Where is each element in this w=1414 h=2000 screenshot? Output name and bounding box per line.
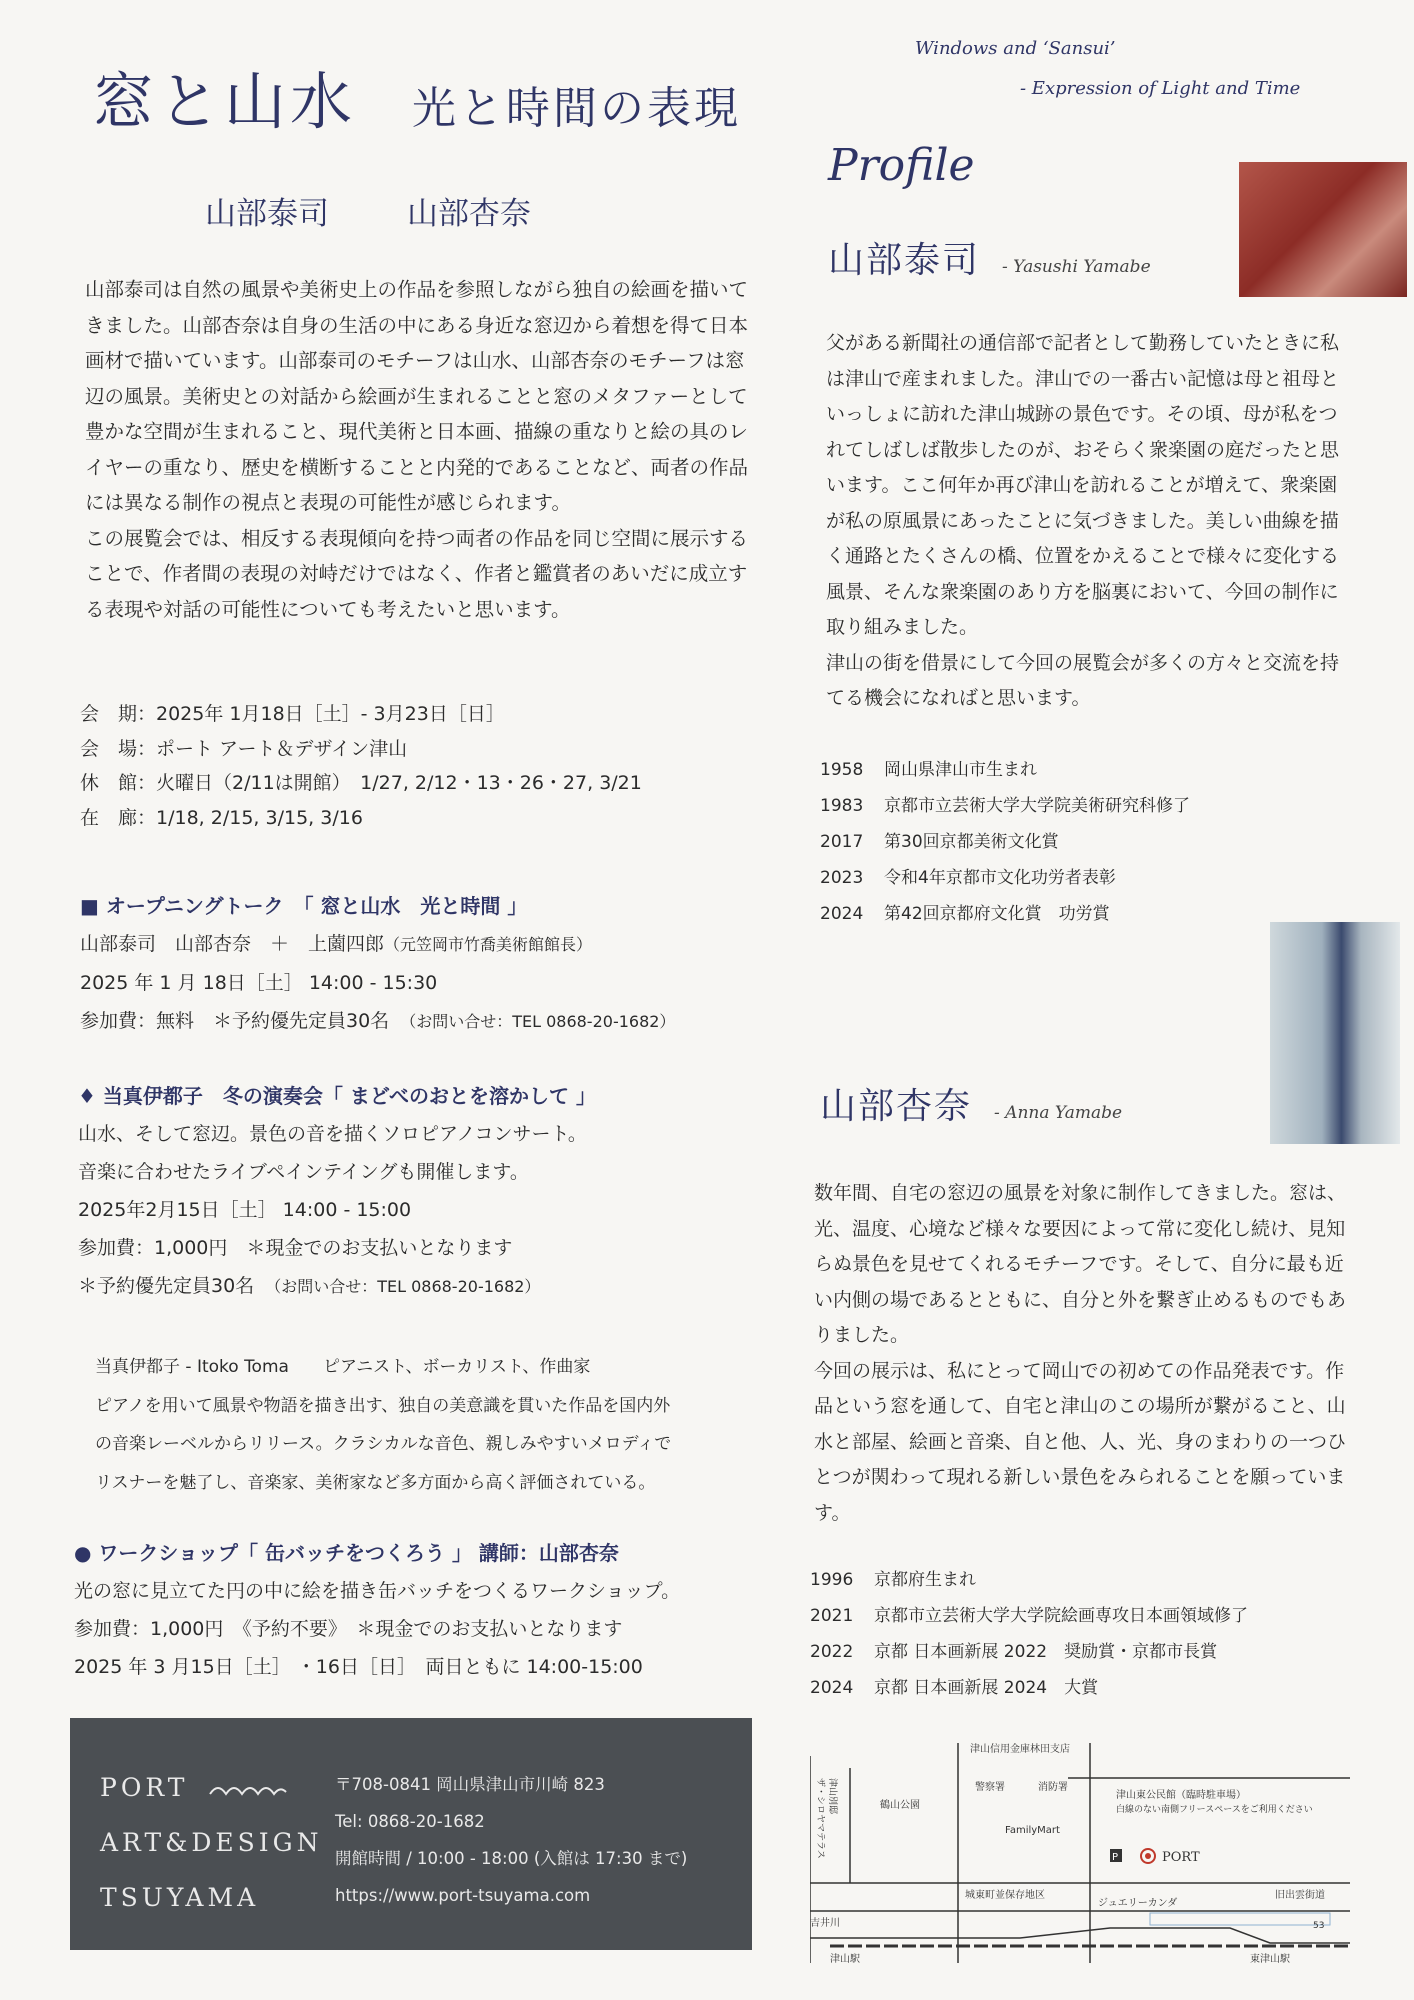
talk-fee-text: 参加費：無料 ＊予約優先定員30名 [80,1010,390,1032]
talk-speaker-note: （元笠岡市竹喬美術館館長） [384,935,593,954]
venue-logo [100,1760,323,1925]
history-text: 第42回京都府文化賞 功労賞 [884,904,1110,924]
exhibition-info [80,697,642,835]
talk-fee [80,1002,675,1041]
map-bank: 津山信用金庫林田支店 [970,1744,1070,1755]
history-text: 京都 日本画新展 2022 奨励賞・京都市長賞 [874,1642,1218,1662]
concert-capacity [78,1267,596,1306]
yasushi-statement-p1: 父がある新聞社の通信部で記者として勤務していたときに私は津山で産まれました。津山での一番古い記憶は母と祖母といっしょに訪れた津山城跡の景色です。その頃、母が私をつれてしばしば散歩したのが、おそらく衆楽園の庭だったと思います。ここ何年か再び津山を訪れることが増えて、衆楽園が私の原風景にあったことに気づきました。美しい曲線を描く通路とたくさんの橋、位置をかえることで様々に変化する風景、そんな衆楽園のあり方を脳裏において、今回の制作に取り組みました。 [826,332,1340,638]
logo-art-design: ART&DESIGN [100,1828,323,1857]
intro-paragraph-1: 山部泰司は自然の風景や美術史上の作品を参照しながら独自の絵画を描いてきました。山部杏奈は自身の生活の中にある身近な窓辺から着想を得て日本画材で描いています。山部泰司のモチーフは山水、山部杏奈のモチーフは窓辺の風景。美術史との対話から絵画が生まれることと窓のメタファーとして豊かな空間が生まれること、現代美術と日本画、描線の重なりと絵の具のレイヤーの重なり、歴史を横断することと内発的であることなど、両者の作品には異なる制作の視点と表現の可能性が感じられます。 [85,278,749,514]
map-route: 53 [1313,1921,1325,1931]
talk-speakers: 山部泰司 山部杏奈 ＋ 上薗四郎 [80,933,385,955]
info-venue: 会 場：ポート アート＆デザイン津山 [80,737,408,760]
map-familymart: FamilyMart [1005,1825,1060,1836]
event-concert [78,1077,596,1306]
history-text: 京都 日本画新展 2024 大賞 [874,1678,1099,1698]
history-text: 京都府生まれ [874,1570,976,1590]
yasushi-statement [826,326,1356,717]
anna-statement-p2: 今回の展示は、私にとって岡山での初めての作品発表です。作品という窓を通して、自宅と津山のこの場所が繋がること、山水と部屋、絵画と音楽、自と他、人、光、身のまわりの一つひとつが関わって現れる新しい景色をみられることを願っています。 [814,1359,1347,1524]
map-terrace: ザ・シロヤマテラス [815,1778,825,1859]
workshop-line1: 光の窓に見立てた円の中に絵を描き缶バッチをつくるワークショップ。 [74,1580,681,1602]
yasushi-name-en: - Yasushi Yamabe [1002,257,1151,277]
history-year: 2021 [810,1606,854,1626]
toma-bio-line4: リスナーを魅了し、音楽家、美術家など多方面から高く評価されている。 [95,1472,656,1493]
wave-icon [208,1780,288,1800]
toma-bio [95,1348,671,1502]
yasushi-artwork-thumbnail [1239,162,1407,297]
history-year: 2017 [820,832,864,852]
map-hall-note: 白線のない南側フリースペースをご利用ください [1116,1805,1313,1815]
concert-line2: 音楽に合わせたライブペインテイングも開催します。 [78,1161,529,1183]
concert-line1: 山水、そして窓辺。景色の音を描くソロピアノコンサート。 [78,1123,587,1145]
intro-text [85,272,755,627]
profile-heading: Profile [828,140,975,191]
workshop-fee: 参加費：1,000円 《予約不要》 ＊現金でのお支払いとなります [74,1618,623,1640]
history-year: 1983 [820,796,864,816]
anna-history [810,1562,1248,1706]
map-port: PORT [1162,1850,1200,1865]
map-river: 吉井川 [810,1918,840,1929]
venue-address: 〒708-0841 岡山県津山市川崎 823 [335,1775,605,1794]
map-station2: 東津山駅 [1250,1954,1290,1963]
history-year: 2024 [810,1678,854,1698]
info-artist-present: 在 廊：1/18, 2/15, 3/15, 3/16 [80,806,363,829]
info-period: 会 期：2025年 1月18日［土］- 3月23日［日］ [80,703,505,725]
anna-name-block [820,1078,1122,1129]
venue-tel: Tel: 0868-20-1682 [335,1812,485,1831]
history-row [810,1670,1248,1706]
logo-port [100,1760,323,1815]
workshop-heading: ● ワークショップ「 缶バッチをつくろう 」 講師：山部杏奈 [74,1541,619,1565]
history-year: 1996 [810,1570,854,1590]
yasushi-name: 山部泰司 [828,240,981,281]
anna-statement-p1: 数年間、自宅の窓辺の風景を対象に制作してきました。窓は、光、温度、心境など様々な要因によって常に変化し続け、見知らぬ景色を見せてくれるモチーフです。そして、自分に最も近い内側の場であるとともに、自分と外を繋ぎ止めるものでもありました。 [814,1182,1347,1346]
access-map [810,1728,1350,1963]
map-station1: 津山駅 [830,1954,860,1963]
anna-name-en: - Anna Yamabe [994,1103,1123,1123]
talk-contact: （お問い合せ：TEL 0868-20-1682） [408,1012,676,1031]
history-row [810,1562,1248,1598]
history-year: 2024 [820,904,864,924]
venue-footer [70,1718,752,1950]
history-row [820,752,1190,788]
map-hall: 津山東公民館（臨時駐車場） [1116,1790,1246,1801]
history-row [820,824,1190,860]
talk-datetime: 2025 年 1 月 18日［土］ 14:00 - 15:30 [80,972,438,994]
yasushi-statement-p2: 津山の街を借景にして今回の展覧会が多くの方々と交流を持てる機会になればと思います。 [826,651,1340,709]
history-row [810,1634,1248,1670]
workshop-datetime: 2025 年 3 月15日［土］ ・16日［日］ 両日ともに 14:00-15:00 [74,1656,643,1678]
exhibition-subtitle: 光と時間の表現 [412,83,741,134]
anna-artwork-thumbnail [1270,922,1400,1144]
concert-heading: ♦ 当真伊都子 冬の演奏会「 まどべのおとを溶かして 」 [78,1084,597,1108]
concert-datetime: 2025年2月15日［土］ 14:00 - 15:00 [78,1199,412,1221]
map-fire: 消防署 [1038,1782,1068,1793]
map-parking: P [1112,1852,1119,1863]
anna-statement [814,1176,1354,1531]
talk-heading: ■ オープニングトーク 「 窓と山水 光と時間 」 [80,894,528,918]
yasushi-name-block [828,232,1151,283]
concert-contact: （お問い合せ：TEL 0868-20-1682） [273,1277,541,1296]
map-police: 警察署 [975,1782,1005,1793]
yasushi-history [820,752,1190,932]
artist-name-yasushi: 山部泰司 [205,196,329,232]
event-workshop [74,1534,680,1686]
toma-bio-line3: の音楽レーベルからリリース。クラシカルな音色、親しみやすいメロディで [95,1434,672,1454]
artist-name-anna: 山部杏奈 [407,196,531,232]
map-jewelry: ジュエリーカンダ [1098,1898,1178,1909]
english-subtitle: - Expression of Light and Time [1020,78,1301,99]
history-row [820,896,1190,932]
map-district: 城東町並保存地区 [965,1890,1045,1901]
history-row [820,860,1190,896]
logo-port-text: PORT [100,1773,189,1802]
history-text: 第30回京都美術文化賞 [884,832,1059,852]
concert-fee: 参加費：1,000円 ＊現金でのお支払いとなります [78,1237,513,1259]
logo-tsuyama: TSUYAMA [100,1883,260,1912]
history-text: 岡山県津山市生まれ [884,760,1037,780]
map-park: 鶴山公園 [880,1800,920,1811]
history-year: 2023 [820,868,864,888]
history-text: 京都市立芸術大学大学院美術研究科修了 [884,796,1190,816]
history-row [820,788,1190,824]
concert-capacity-text: ＊予約優先定員30名 [78,1275,255,1297]
history-text: 京都市立芸術大学大学院絵画専攻日本画領域修了 [874,1606,1248,1626]
venue-details [335,1766,687,1914]
english-title: Windows and ‘Sansui’ [915,38,1116,59]
intro-paragraph-2: この展覧会では、相反する表現傾向を持つ両者の作品を同じ空間に展示することで、作者間の表現の対峙だけではなく、作者と鑑賞者のあいだに成立する表現や対話の可能性についても考えたいと思います。 [85,526,749,621]
history-year: 2022 [810,1642,854,1662]
talk-line1 [80,925,675,964]
venue-hours: 開館時間 / 10:00 - 18:00 (入館は 17:30 まで) [335,1849,688,1868]
toma-bio-line2: ピアノを用いて風景や物語を描き出す、独自の美意識を貫いた作品を国内外 [95,1395,671,1416]
map-terrace2: 津山別邸 [827,1778,837,1815]
history-year: 1958 [820,760,864,780]
history-text: 令和4年京都市文化功労者表彰 [884,868,1116,888]
toma-bio-line1: 当真伊都子 - Itoko Toma ピアニスト、ボーカリスト、作曲家 [95,1357,591,1377]
history-row [810,1598,1248,1634]
info-closed: 休 館：火曜日（2/11は開館） 1/27, 2/12・13・26・27, 3/21 [80,772,642,794]
anna-name: 山部杏奈 [820,1086,973,1127]
map-road: 旧出雲街道 [1275,1890,1325,1901]
venue-url[interactable]: https://www.port-tsuyama.com [335,1886,591,1905]
artist-names [205,188,609,233]
exhibition-title: 窓と山水 [92,65,357,138]
event-opening-talk [80,887,675,1041]
